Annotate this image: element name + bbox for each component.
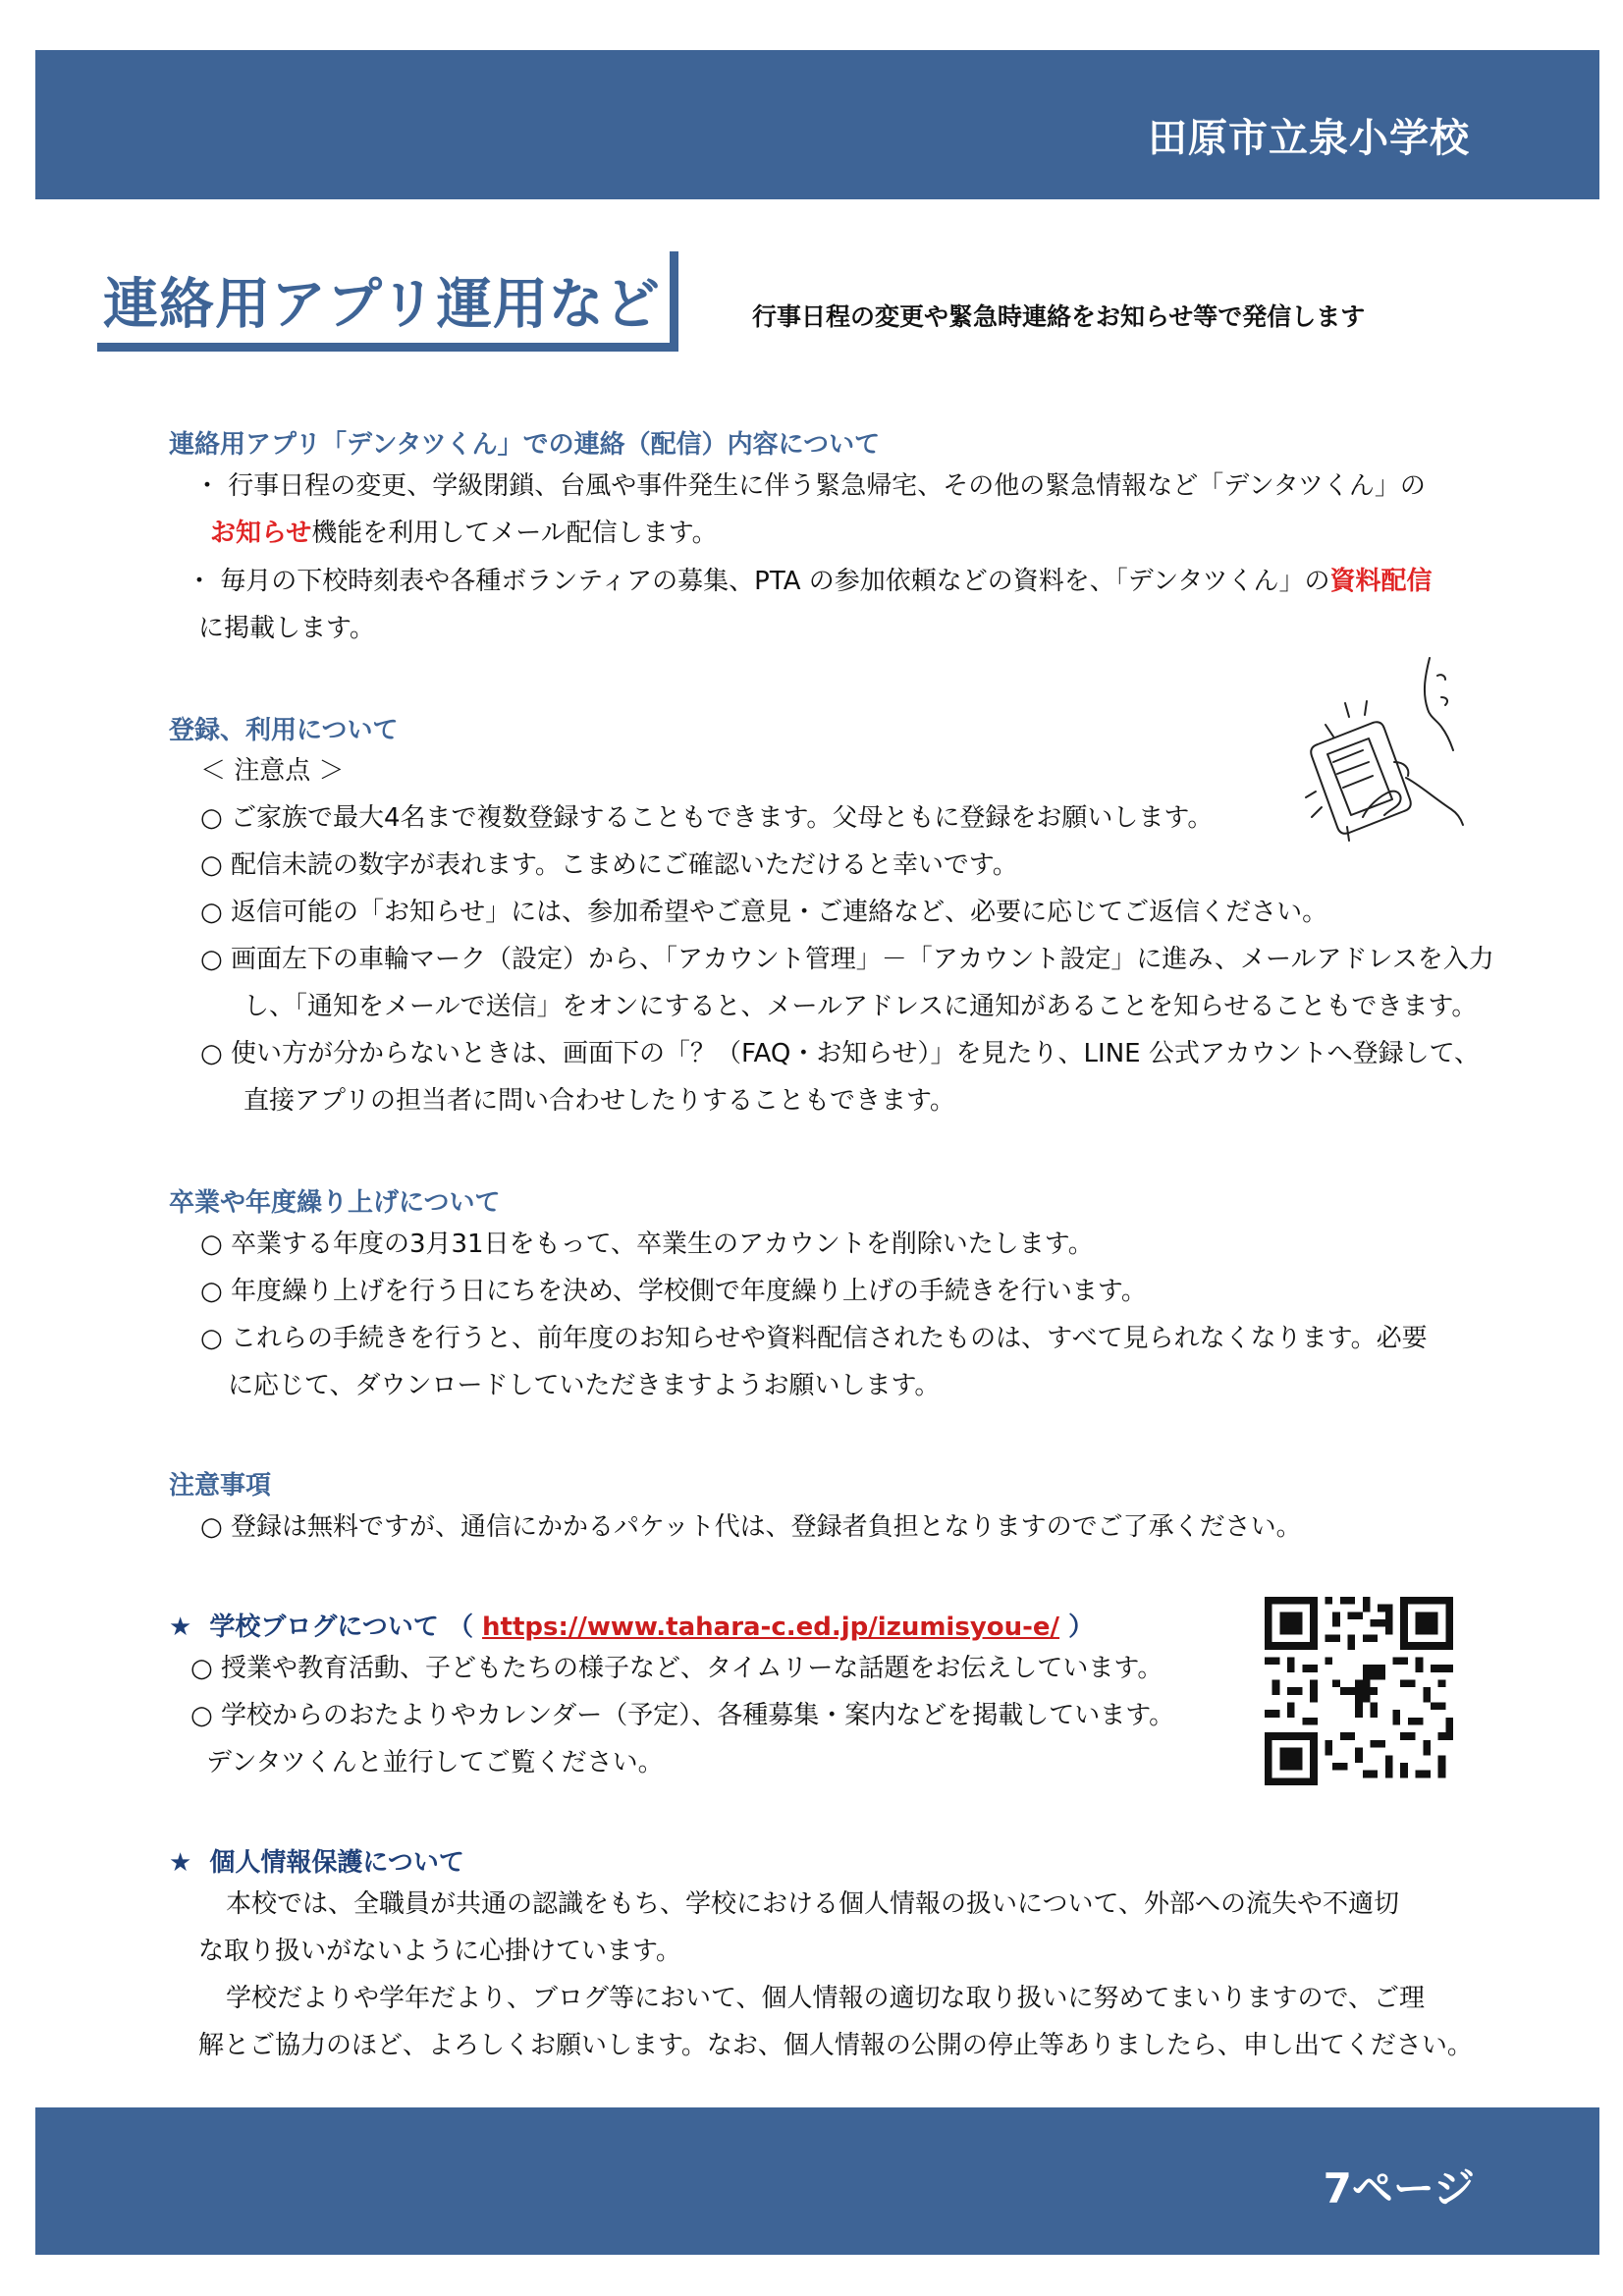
privacy-paragraph-1-line2: な取り扱いがないように心掛けています。 — [198, 1937, 681, 1966]
smartphone-hand-illustration — [1304, 652, 1467, 845]
registration-item-4: ○ 画面左下の車輪マーク（設定）から、「アカウント管理」－「アカウント設定」に進み、メールアドレスを入力 — [200, 945, 1494, 974]
app-content-bullet-1-line2: お知らせ機能を利用してメール配信します。 — [210, 519, 718, 548]
footer-band — [35, 2107, 1599, 2255]
page-title-box — [97, 251, 678, 352]
graduation-item-1: ○ 卒業する年度の3月31日をもって、卒業生のアカウントを削除いたします。 — [200, 1230, 1094, 1259]
page-number: 7ページ — [1323, 2164, 1475, 2213]
registration-item-5-line2: 直接アプリの担当者に問い合わせしたりすることもできます。 — [243, 1086, 955, 1116]
graduation-item-3: ○ これらの手続きを行うと、前年度のお知らせや資料配信されたものは、すべて見られなくなります。必要 — [200, 1324, 1428, 1353]
app-content-bullet-2-line2: に掲載します。 — [198, 614, 375, 643]
caution-label: ＜ 注意点 ＞ — [200, 756, 345, 786]
page-subtitle: 行事日程の変更や緊急時連絡をお知らせ等で発信します — [752, 302, 1366, 331]
shiryo-haishin-highlight: 資料配信 — [1329, 567, 1433, 596]
registration-item-5: ○ 使い方が分からないときは、画面下の「？（FAQ・お知らせ）」を見たり、LINE 公式アカウントへ登録して、 — [200, 1039, 1481, 1068]
page-title: 連絡用アプリ運用など — [103, 273, 661, 337]
section-notes-heading: 注意事項 — [169, 1471, 272, 1501]
registration-item-1: ○ ご家族で最大4名まで複数登録することもできます。父母ともに登録をお願いします。 — [200, 803, 1214, 833]
blog-item-2: ○ 学校からのおたよりやカレンダー（予定）、各種募集・案内などを掲載しています。 — [190, 1701, 1175, 1730]
blog-url-link[interactable]: https://www.tahara-c.ed.jp/izumisyou-e/ — [482, 1613, 1060, 1642]
section-registration-heading: 登録、利用について — [169, 716, 399, 745]
notes-item-1: ○ 登録は無料ですが、通信にかかるパケット代は、登録者負担となりますのでご了承ください。 — [200, 1512, 1302, 1542]
app-content-bullet-1: ・ 行事日程の変更、学級閉鎖、台風や事件発生に伴う緊急帰宅、その他の緊急情報など「デンタツくん」の — [194, 471, 1426, 501]
privacy-paragraph-1: 本校では、全職員が共通の認識をもち、学校における個人情報の扱いについて、外部への流失や不適切 — [226, 1889, 1399, 1919]
section-blog-heading: ★ 学校ブログについて （ https://www.tahara-c.ed.jp/izumisyou-e/ ） — [169, 1613, 1095, 1642]
graduation-item-3-line2: に応じて、ダウンロードしていただきますようお願いします。 — [228, 1371, 941, 1400]
star-icon: ★ — [169, 1848, 192, 1878]
blog-item-1: ○ 授業や教育活動、子どもたちの様子など、タイムリーな話題をお伝えしています。 — [190, 1654, 1163, 1683]
privacy-paragraph-2-line2: 解とご協力のほど、よろしくお願いします。なお、個人情報の公開の停止等ありましたら、申し出てください。 — [198, 2031, 1473, 2060]
section-app-content-heading: 連絡用アプリ「デンタツくん」での連絡（配信）内容について — [169, 430, 881, 460]
section-graduation-heading: 卒業や年度繰り上げについて — [169, 1188, 501, 1218]
oshirase-highlight: お知らせ — [210, 519, 312, 548]
graduation-item-2: ○ 年度繰り上げを行う日にちを決め、学校側で年度繰り上げの手続きを行います。 — [200, 1277, 1147, 1306]
blog-item-2-line2: デンタツくんと並行してご覧ください。 — [206, 1748, 664, 1777]
header-band — [35, 50, 1599, 199]
registration-item-3: ○ 返信可能の「お知らせ」には、参加希望やご意見・ご連絡など、必要に応じてご返信ください。 — [200, 898, 1328, 927]
school-name: 田原市立泉小学校 — [1148, 116, 1470, 161]
star-icon: ★ — [169, 1613, 192, 1642]
app-content-bullet-2: ・ 毎月の下校時刻表や各種ボランティアの募集、PTA の参加依頼などの資料を、「デンタツくん」の資料配信 — [187, 567, 1433, 596]
registration-item-2: ○ 配信未読の数字が表れます。こまめにご確認いただけると幸いです。 — [200, 850, 1018, 880]
blog-qr-code-icon[interactable] — [1265, 1597, 1453, 1785]
privacy-paragraph-2: 学校だよりや学年だより、ブログ等において、個人情報の適切な取り扱いに努めてまいりますので、ご理 — [226, 1984, 1425, 2013]
registration-item-4-line2: し、「通知をメールで送信」をオンにすると、メールアドレスに通知があることを知らせることもできます。 — [243, 992, 1478, 1021]
section-privacy-heading: ★ 個人情報保護について — [169, 1848, 464, 1878]
